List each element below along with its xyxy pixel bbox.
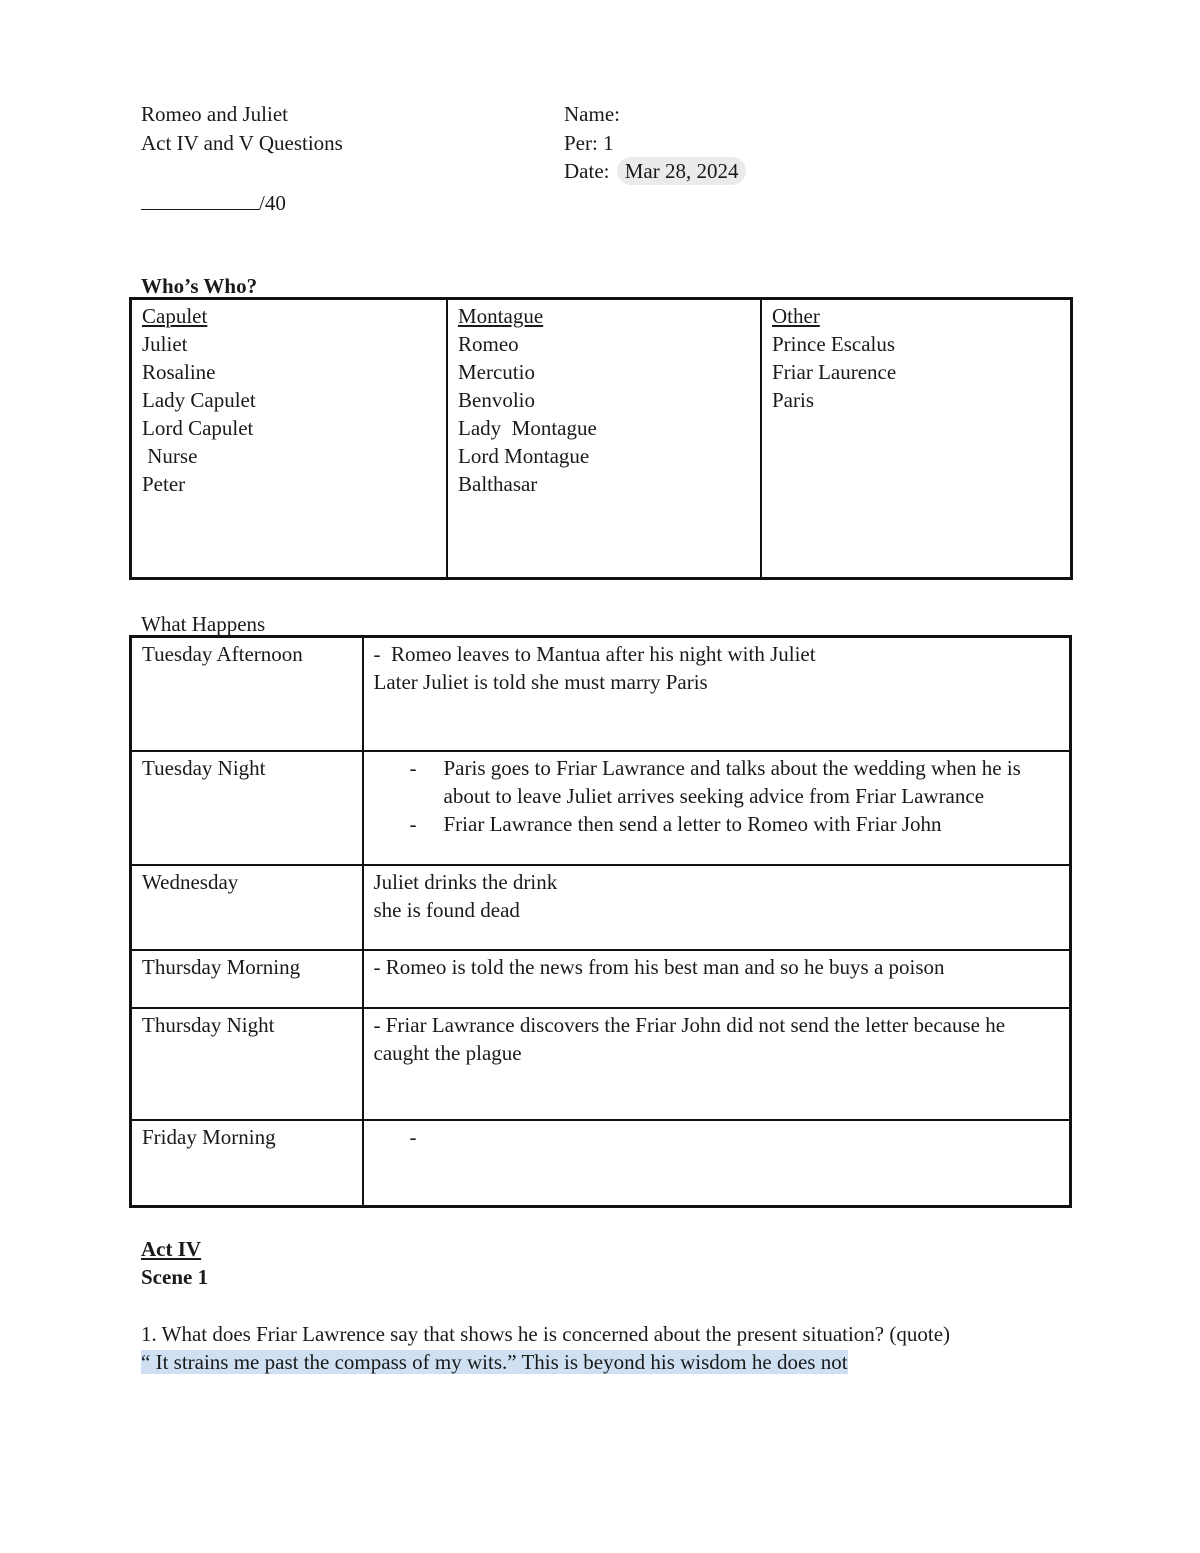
event-bullet: - Paris goes to Friar Lawrance and talks about the wedding when he is about to leave Juliet arrives seeking advice from Friar Lawrance [374, 754, 1060, 810]
character-name: Romeo [458, 332, 519, 356]
character-name: Prince Escalus [772, 332, 896, 356]
table-row [131, 950, 1071, 1008]
title-line-2: Act IV and V Questions [141, 131, 343, 155]
character-name: Mercutio [458, 360, 535, 384]
what-happens-table [129, 635, 1072, 1208]
event-line: Juliet drinks the drink [373, 869, 558, 894]
event-time: Wednesday [131, 865, 363, 950]
score-total: /40 [259, 191, 286, 215]
table-row [131, 751, 1071, 865]
event-time: Thursday Night [131, 1008, 363, 1120]
event-description[interactable] [363, 865, 1071, 950]
character-name: Juliet [142, 332, 188, 356]
what-happens-heading: What Happens [141, 612, 266, 636]
column-montague [446, 300, 760, 577]
event-bullet: - Friar Lawrance then send a letter to Romeo with Friar John [374, 810, 1060, 838]
character-name: Nurse [142, 444, 198, 468]
event-line: - Romeo is told the news from his best man and so he buys a poison [373, 954, 945, 979]
event-description[interactable] [363, 637, 1071, 751]
character-name: Friar Laurence [772, 360, 897, 384]
column-capulet [132, 300, 446, 577]
column-header: Capulet [142, 304, 208, 328]
table-row [131, 1120, 1071, 1207]
event-description[interactable] [363, 950, 1071, 1008]
answer-1-selected-text: “ It strains me past the compass of my wits.” This is beyond his wisdom he does not [141, 1350, 848, 1374]
character-name: Benvolio [458, 388, 535, 412]
score-field [141, 189, 286, 217]
table-row [131, 637, 1071, 751]
act-heading: Act IV [141, 1237, 202, 1261]
event-time: Friday Morning [131, 1120, 363, 1207]
scene-heading: Scene 1 [141, 1265, 209, 1289]
name-label: Name: [564, 102, 620, 126]
whos-who-table [129, 297, 1073, 580]
event-time: Thursday Morning [131, 950, 363, 1008]
character-name: Lord Capulet [142, 416, 254, 440]
character-name: Peter [142, 472, 186, 496]
table-row [131, 865, 1071, 950]
answer-1[interactable] [141, 1348, 848, 1376]
event-time: Tuesday Night [131, 751, 363, 865]
period-label: Per: 1 [564, 131, 614, 155]
character-name: Balthasar [458, 472, 538, 496]
column-header: Montague [458, 304, 544, 328]
event-line: - Friar Lawrance discovers the Friar John did not send the letter because he caught the plague [373, 1012, 1011, 1065]
column-header: Other [772, 304, 820, 328]
event-description[interactable] [363, 1008, 1071, 1120]
event-line: - Romeo leaves to Mantua after his night with Juliet [373, 642, 816, 666]
event-bullet-list [374, 754, 1060, 838]
whos-who-heading: Who’s Who? [141, 274, 258, 298]
character-name: Lord Montague [458, 444, 590, 468]
event-description[interactable] [363, 751, 1071, 865]
column-other [760, 300, 1070, 577]
event-time: Tuesday Afternoon [131, 637, 363, 751]
character-name: Rosaline [142, 360, 216, 384]
date-chip[interactable]: Mar 28, 2024 [617, 157, 747, 185]
date-field [564, 157, 746, 185]
character-name: Paris [772, 388, 814, 412]
score-blank-line[interactable] [141, 189, 259, 210]
title-line-1: Romeo and Juliet [141, 102, 288, 126]
event-line: Later Juliet is told she must marry Paris [373, 670, 708, 694]
event-description[interactable] [363, 1120, 1071, 1207]
question-1: 1. What does Friar Lawrence say that shows he is concerned about the present situation? (quote) [141, 1322, 951, 1346]
character-name: Lady Capulet [142, 388, 256, 412]
table-row [131, 1008, 1071, 1120]
character-name: Lady Montague [458, 416, 597, 440]
event-line: she is found dead [373, 897, 520, 922]
date-label: Date: [564, 159, 610, 183]
